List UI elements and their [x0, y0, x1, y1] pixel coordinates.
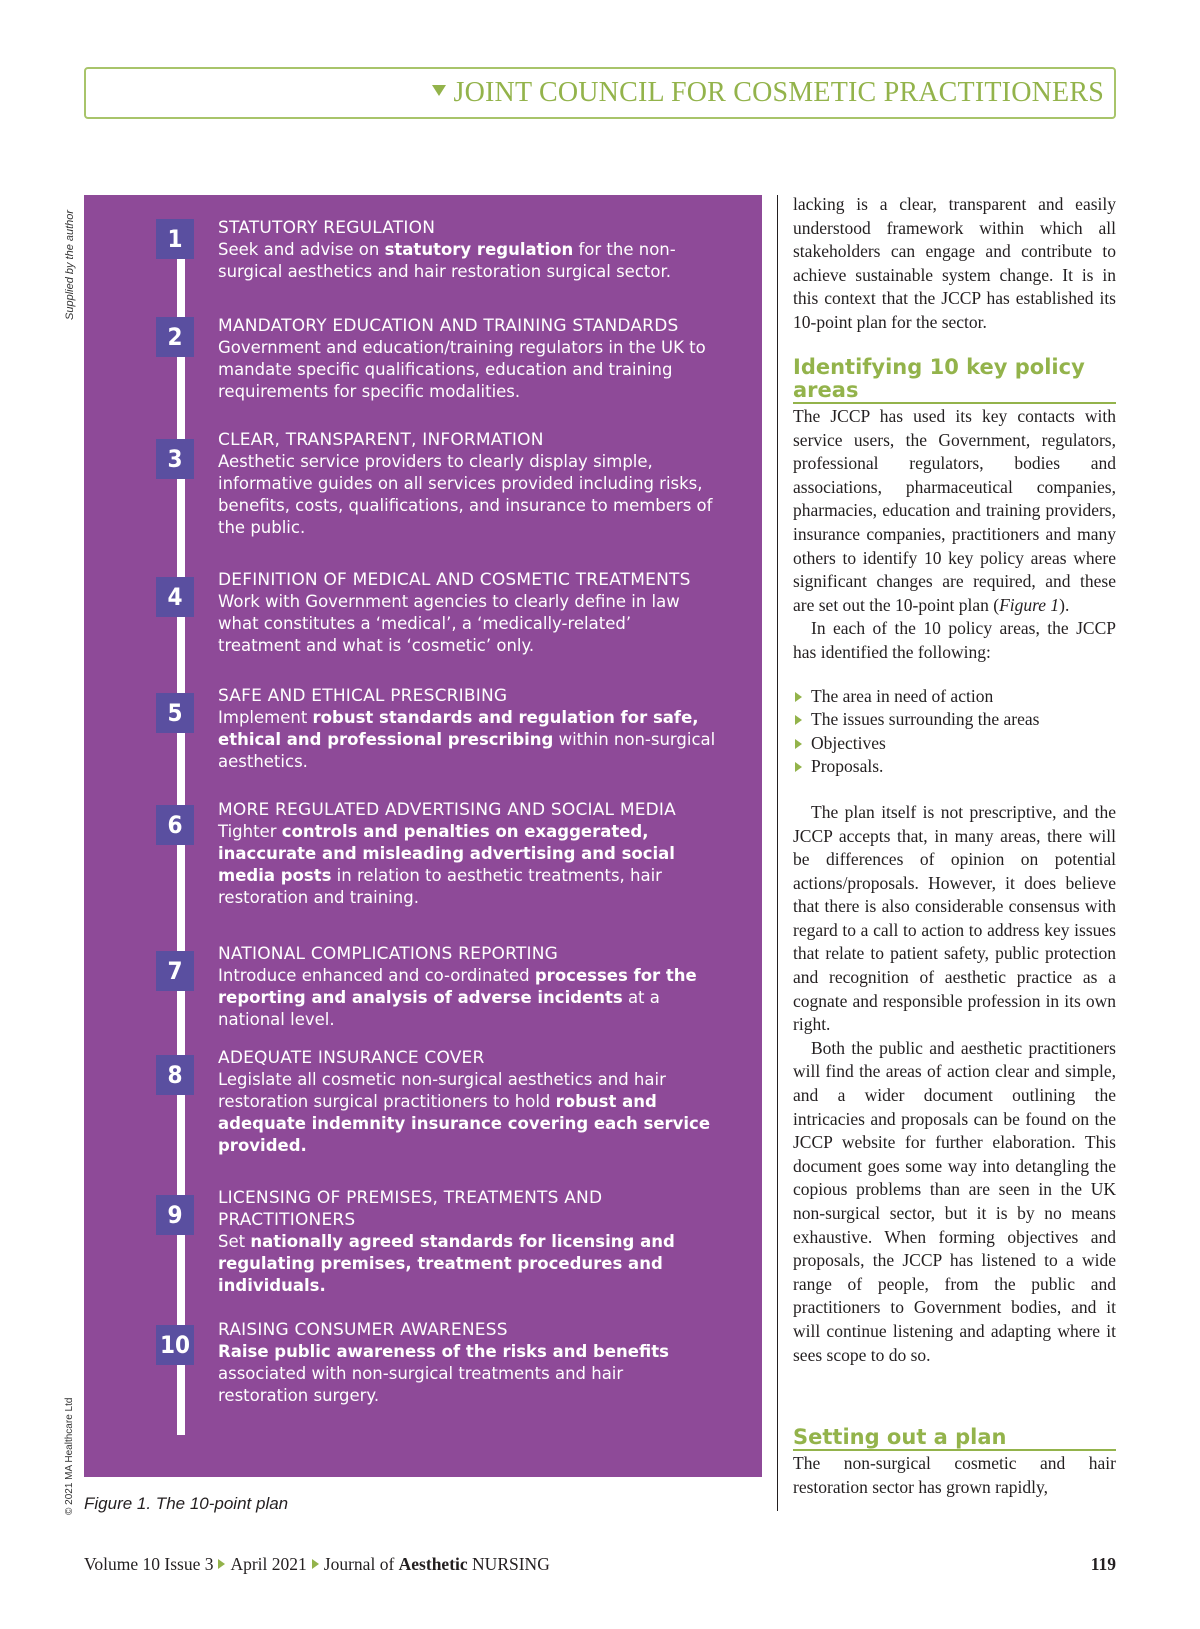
step-description-text: Work with Government agencies to clearly define in law what constitutes a ‘medical’, a ‘medically-related’ treatment and what is ‘cosmetic’ only.: [218, 592, 680, 655]
step-text: [218, 569, 718, 657]
step-description: [218, 965, 718, 1031]
step-description: [218, 1341, 718, 1407]
journal-name-suffix: NURSING: [467, 1554, 550, 1574]
paragraph: Both the public and aesthetic practitioners will find the areas of action clear and simple, and a wider document outlining the intricacies and proposals can be found on the JCCP website for further elaboration. This document goes some way into detangling the copious problems than are seen in the UK non-surgical sector, but it is by no means exhaustive. When forming objectives and proposals, the JCCP has listened to a wide range of people, from the public and practitioners to Government bodies, and it will continue listening and adapting where it sees scope to do so.: [793, 1037, 1116, 1365]
step-number-badge: 8: [156, 1055, 194, 1095]
journal-name-prefix: Journal of: [323, 1554, 399, 1574]
list-item: The issues surrounding the areas: [793, 708, 1116, 732]
figure-caption: Figure 1. The 10-point plan: [84, 1494, 289, 1513]
journal-name-bold: Aesthetic: [398, 1554, 468, 1574]
step-emphasis: robust standards and regulation for safe, ethical and professional prescribing: [218, 708, 699, 749]
step-title: ADEQUATE INSURANCE COVER: [218, 1048, 485, 1068]
step-description-text: at a national level.: [218, 988, 660, 1029]
step-description-text: Implement: [218, 708, 313, 727]
triangle-down-icon: [432, 85, 446, 96]
step-emphasis: nationally agreed standards for licensing and regulating premises, treatment procedures and individuals.: [218, 1232, 675, 1295]
footer-volume: Volume 10 Issue 3: [84, 1554, 214, 1574]
paragraph-text: ).: [1059, 594, 1070, 615]
step-number-badge: 3: [156, 439, 194, 479]
page-footer: [84, 1554, 550, 1575]
step-title: MORE REGULATED ADVERTISING AND SOCIAL MEDIA: [218, 800, 676, 820]
step-text: [218, 429, 718, 539]
step-description: [218, 821, 718, 909]
step-description-text: in relation to aesthetic treatments, hair restoration and training.: [218, 866, 662, 907]
step-text: [218, 217, 718, 283]
step-number-badge: 2: [156, 317, 194, 357]
triangle-right-icon: [218, 1559, 225, 1569]
step-number-badge: 6: [156, 805, 194, 845]
step-description-text: Introduce enhanced and co-ordinated: [218, 966, 535, 985]
list-item: Proposals.: [793, 755, 1116, 779]
figure-reference: Figure 1: [999, 594, 1060, 615]
step-text: [218, 685, 718, 773]
step-description: [218, 337, 718, 403]
step-title: LICENSING OF PREMISES, TREATMENTS AND PRACTITIONERS: [218, 1188, 603, 1230]
section-title: [432, 77, 1105, 109]
column-divider: [777, 195, 778, 1511]
step-description-text: Tighter: [218, 822, 282, 841]
step-emphasis: Raise public awareness of the risks and benefits: [218, 1342, 669, 1361]
step-description: [218, 1231, 718, 1297]
article-body-1: [793, 405, 1116, 1367]
step-title: MANDATORY EDUCATION AND TRAINING STANDARDS: [218, 316, 679, 336]
step-number-badge: 9: [156, 1195, 194, 1235]
step-number-badge: 4: [156, 577, 194, 617]
step-text: [218, 315, 718, 403]
step-description-text: Aesthetic service providers to clearly display simple, informative guides on all services provided including risks, benefits, costs, qualifications, and insurance to members of the public.: [218, 452, 713, 537]
step-number-badge: 7: [156, 951, 194, 991]
page-number: 119: [1090, 1554, 1116, 1574]
step-title: CLEAR, TRANSPARENT, INFORMATION: [218, 430, 544, 450]
paragraph: In each of the 10 policy areas, the JCCP has identified the following:: [793, 618, 1116, 662]
paragraph: The plan itself is not prescriptive, and the JCCP accepts that, in many areas, there will be differences of opinion on potential actions/proposals. However, it does believe that there is also considerable consensus with regard to a call to action to address key issues that relate to patient safety, public protection and recognition of aesthetic practice as a cognate and responsible profession in its own right.: [793, 801, 1116, 1035]
step-description: [218, 707, 718, 773]
step-text: [218, 1187, 718, 1297]
step-text: [218, 1319, 718, 1407]
step-emphasis: processes for the reporting and analysis of adverse incidents: [218, 966, 697, 1007]
footer-date: April 2021: [230, 1554, 307, 1574]
article-intro-paragraph: [793, 193, 1116, 335]
paragraph: [793, 405, 1116, 617]
step-description-text: for the non-surgical aesthetics and hair restoration surgical sector.: [218, 240, 676, 281]
step-description-text: within non-surgical aesthetics.: [218, 730, 716, 771]
step-number-badge: 5: [156, 693, 194, 733]
step-description-text: Seek and advise on: [218, 240, 385, 259]
image-credit: Supplied by the author: [64, 209, 76, 320]
section-title-text: JOINT COUNCIL FOR COSMETIC PRACTITIONERS: [453, 77, 1104, 108]
bullet-list: [793, 685, 1116, 779]
step-description-text: Government and education/training regulators in the UK to mandate specific qualifications, education and training requirements for specific modalities.: [218, 338, 706, 401]
step-description-text: Set: [218, 1232, 251, 1251]
paragraph: lacking is a clear, transparent and easily understood framework within which all stakeholders can engage and contribute to achieve sustainable system change. It is in this context that the JCCP has established its 10-point plan for the sector.: [793, 194, 1116, 332]
article-body-2: [793, 1452, 1116, 1499]
copyright-notice: © 2021 MA Healthcare Ltd: [64, 1397, 75, 1515]
step-title: DEFINITION OF MEDICAL AND COSMETIC TREATMENTS: [218, 570, 691, 590]
step-description-text: Legislate all cosmetic non-surgical aesthetics and hair restoration surgical practitioners to hold: [218, 1070, 666, 1111]
step-title: SAFE AND ETHICAL PRESCRIBING: [218, 686, 508, 706]
step-emphasis: robust and adequate indemnity insurance covering each service provided.: [218, 1092, 711, 1155]
step-emphasis: statutory regulation: [384, 240, 574, 259]
step-number-badge: 10: [156, 1325, 194, 1365]
step-title: RAISING CONSUMER AWARENESS: [218, 1320, 508, 1340]
step-number-badge: 1: [156, 219, 194, 259]
step-description: [218, 451, 718, 539]
section-heading-setting-out-plan: Setting out a plan: [793, 1426, 1116, 1451]
list-item: Objectives: [793, 732, 1116, 756]
step-description: [218, 1069, 718, 1157]
step-description: [218, 591, 718, 657]
list-item: The area in need of action: [793, 685, 1116, 709]
paragraph-text: The JCCP has used its key contacts with service users, the Government, regulators, professional regulators, bodies and associations, pharmaceutical companies, pharmacies, education and training providers, insurance companies, practitioners and many others to identify 10 key policy areas where significant changes are required, and these are set out the 10-point plan (: [793, 406, 1116, 615]
paragraph: The non-surgical cosmetic and hair restoration sector has grown rapidly,: [793, 1453, 1116, 1497]
journal-section-banner: [84, 67, 1116, 119]
triangle-right-icon: [312, 1559, 319, 1569]
step-description-text: associated with non-surgical treatments and hair restoration surgery.: [218, 1364, 624, 1405]
step-title: NATIONAL COMPLICATIONS REPORTING: [218, 944, 558, 964]
step-text: [218, 799, 718, 909]
step-emphasis: controls and penalties on exaggerated, inaccurate and misleading advertising and social media posts: [218, 822, 675, 885]
step-text: [218, 943, 718, 1031]
ten-point-plan-figure: [84, 195, 762, 1477]
step-title: STATUTORY REGULATION: [218, 218, 436, 238]
step-text: [218, 1047, 718, 1157]
step-description: [218, 239, 718, 283]
section-heading-policy-areas: Identifying 10 key policy areas: [793, 356, 1116, 404]
